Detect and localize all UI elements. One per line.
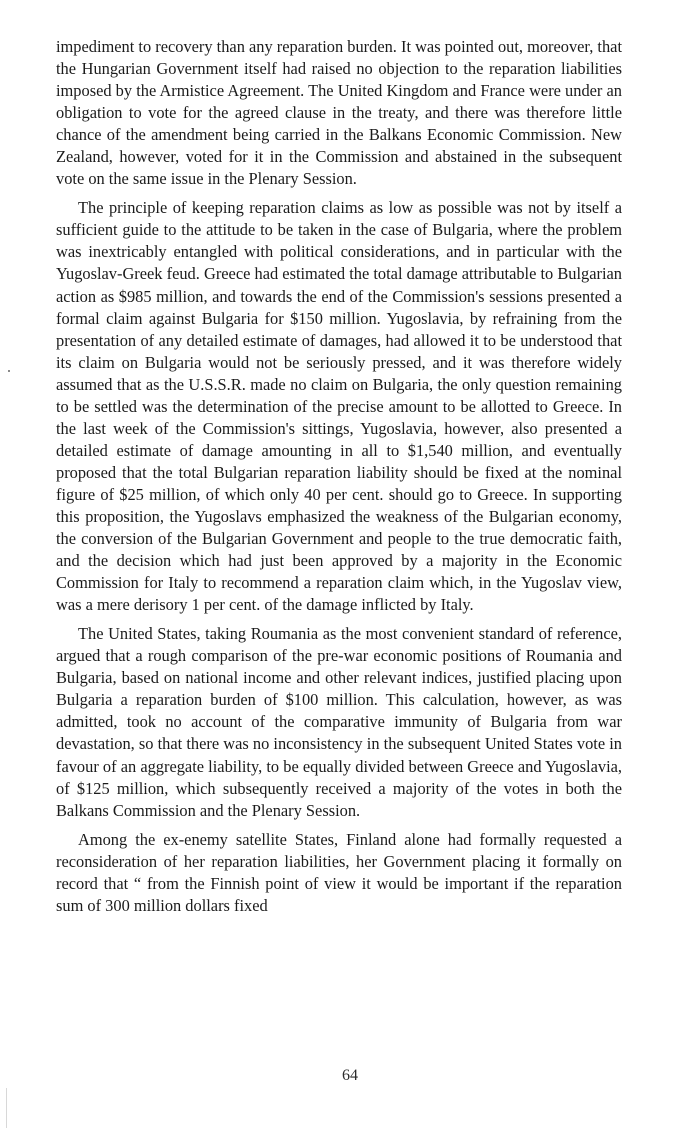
page-number: 64 bbox=[342, 1067, 358, 1084]
scan-speck bbox=[8, 370, 10, 372]
margin-rule bbox=[6, 1088, 7, 1128]
paragraph-bulgaria-claims: The principle of keeping reparation claims as low as possible was not by itself a sufficient guide to the attitude to be taken in the case of Bulgaria, where the problem was inextricably entangled with political considerations, and in particular with the Yugoslav-Greek feud. Greece had estimated the total damage attributable to Bulgarian action as $985 million, and towards the end of the Commission's sessions presented a formal claim against Bulgaria for $150 million. Yugoslavia, by refraining from the presentation of any detailed estimate of damages, had allowed it to be understood that its claim on Bulgaria would not be seriously pressed, and it was therefore widely assumed that as the U.S.S.R. made no claim on Bulgaria, the only question remaining to be settled was the determination of the precise amount to be allotted to Greece. In the last week of the Commission's sittings, Yugoslavia, however, also presented a detailed estimate of damage amounting in all to $1,540 million, and eventually proposed that the total Bulgarian reparation liability should be fixed at the nominal figure of $25 million, of which only 40 per cent. should go to Greece. In supporting this proposition, the Yugoslavs emphasized the weakness of the Bulgarian economy, the conversion of the Bulgarian Government and people to the true democratic faith, and the decision which had just been approved by a majority in the Economic Commission for Italy to recommend a reparation claim which, in the Yugoslav view, was a mere derisory 1 per cent. of the damage inflicted by Italy. bbox=[56, 198, 622, 615]
page-body bbox=[56, 36, 622, 917]
paragraph-finland-request: Among the ex-enemy satellite States, Finland alone had formally requested a reconsideration of her reparation liabilities, her Government placing it formally on record that “ from the Finnish point of view it would be important if the reparation sum of 300 million dollars fixed bbox=[56, 829, 622, 915]
paragraph-united-states-position: The United States, taking Roumania as the most convenient standard of reference, argued that a rough comparison of the pre-war economic positions of Roumania and Bulgaria, based on national income and other relevant indices, justified placing upon Bulgaria a reparation burden of $100 million. This calculation, however, as was admitted, took no account of the comparative immunity of Bulgaria from war devastation, so that there was no inconsistency in the subsequent United States vote in favour of an aggregate liability, to be equally divided between Greece and Yugoslavia, of $125 million, which subsequently received a majority of the votes in both the Balkans Commission and the Plenary Session. bbox=[56, 624, 622, 820]
paragraph-hungary-continuation: impediment to recovery than any reparation burden. It was pointed out, moreover, that the Hungarian Government itself had raised no objection to the reparation liabilities imposed by the Armistice Agreement. The United Kingdom and France were under an obligation to vote for the agreed clause in the treaty, and there was therefore little chance of the amendment being carried in the Balkans Economic Commission. New Zealand, however, voted for it in the Commission and abstained in the subsequent vote on the same issue in the Plenary Session. bbox=[56, 37, 623, 189]
